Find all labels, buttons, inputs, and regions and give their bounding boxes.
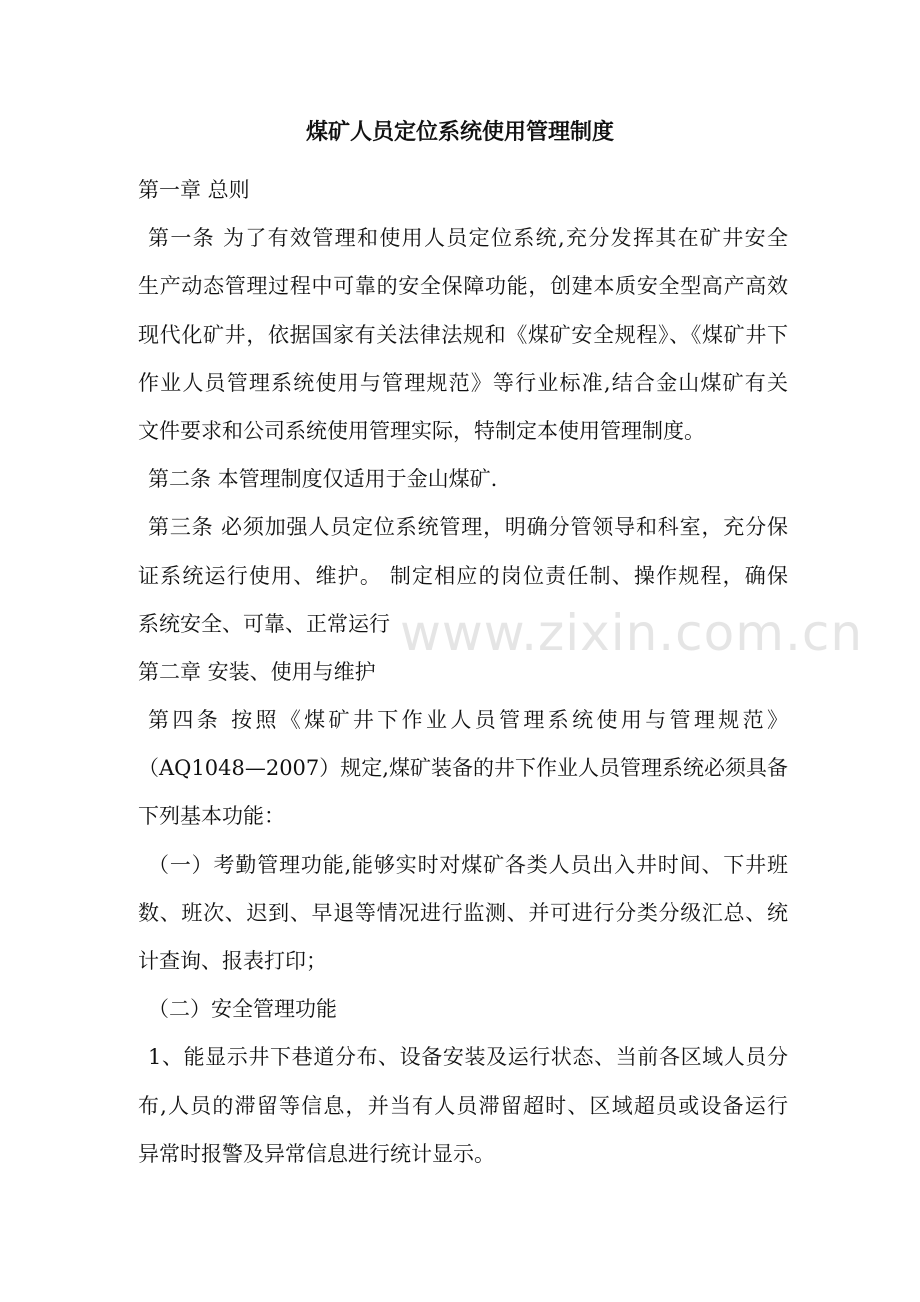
text-line: 数、班次、迟到、早退等情况进行监测、并可进行分类分级汇总、统 [138,900,788,925]
text-line: 第三条 必须加强人员定位系统管理，明确分管领导和科室，充分保 [148,515,788,540]
text-line: 生产动态管理过程中可靠的安全保障功能，创建本质安全型高产高效 [138,274,788,299]
text-line: 计查询、报表打印； [138,949,327,973]
text-line: 异常时报警及异常信息进行统计显示。 [138,1141,495,1166]
text-line: 作业人员管理系统使用与管理规范》等行业标准,结合金山煤矿有关 [138,370,788,395]
document-body [138,166,788,1178]
text-line: 第一条 为了有效管理和使用人员定位系统,充分发挥其在矿井安全 [148,226,788,251]
text-line: 第二条 本管理制度仅适用于金山煤矿. [148,467,498,492]
text-line: （一）考勤管理功能,能够实时对煤矿各类人员出入井时间、下井班 [148,852,788,877]
text-line: 1、能显示井下巷道分布、设备安装及运行状态、当前各区域人员分 [148,1045,788,1070]
text-line: 下列基本功能： [138,804,285,829]
text-line: 布,人员的滞留等信息，并当有人员滞留超时、区域超员或设备运行 [138,1093,788,1118]
text-line: 证系统运行使用、维护。 制定相应的岗位责任制、操作规程，确保 [138,563,788,588]
text-line: 文件要求和公司系统使用管理实际，特制定本使用管理制度。 [138,418,705,443]
text-line: 现代化矿井，依据国家有关法律法规和《煤矿安全规程》、《煤矿井下 [138,322,788,347]
text-line: （AQ1048—2007）规定,煤矿装备的井下作业人员管理系统必须具备 [138,756,788,781]
text-line: 系统安全、可靠、正常运行 [138,611,390,636]
text-line: 第一章 总则 [138,178,250,202]
text-line: 第二章 安装、使用与维护 [138,659,376,684]
document-title: 煤矿人员定位系统使用管理制度 [305,120,614,145]
text-line: 第四条 按照《煤矿井下作业人员管理系统使用与管理规范》 [148,708,788,733]
watermark: www.zixin.com.cn [400,604,864,662]
text-line: （二）安全管理功能 [148,997,337,1022]
